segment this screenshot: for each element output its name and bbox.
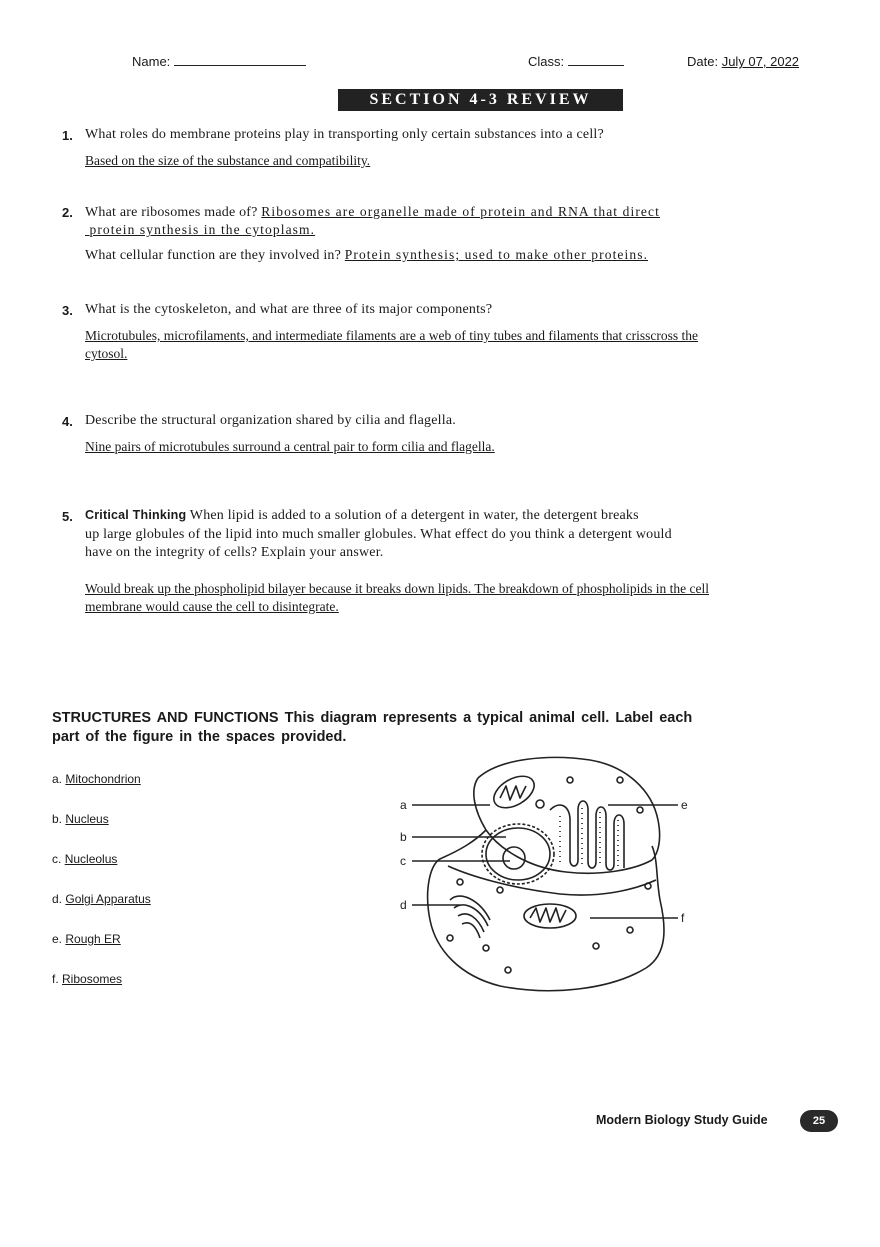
diagram-letter-f: f <box>681 911 685 925</box>
diagram-letter-d: d <box>400 898 407 912</box>
label-f <box>52 972 122 986</box>
label-b-letter: b. <box>52 812 63 826</box>
question-4-number: 4. <box>62 414 73 429</box>
label-a-answer[interactable]: Mitochondrion <box>65 772 141 786</box>
question-5-line1 <box>85 508 639 524</box>
date-label: Date: <box>687 54 719 69</box>
name-field <box>132 54 306 69</box>
page-number: 25 <box>800 1110 838 1132</box>
label-c-letter: c. <box>52 852 62 866</box>
question-4-answer: Nine pairs of microtubules surround a central pair to form cilia and flagella. <box>85 439 495 454</box>
cutaway-edge <box>486 830 652 873</box>
question-1-answer: Based on the size of the substance and compatibility. <box>85 153 371 168</box>
label-b-answer[interactable]: Nucleus <box>65 812 109 826</box>
label-d <box>52 892 151 906</box>
question-2-answer2: Protein synthesis; used to make other proteins. <box>344 247 649 262</box>
question-5-answer-line2: membrane would cause the cell to disintegrate. <box>85 599 339 614</box>
label-d-letter: d. <box>52 892 63 906</box>
label-b <box>52 812 109 826</box>
label-e <box>52 932 121 946</box>
question-3-answer-line1: Microtubules, microfilaments, and intermediate filaments are a web of tiny tubes and filaments that crisscross the <box>85 328 698 343</box>
rough-er-folds <box>550 801 624 870</box>
question-5-text-line3: have on the integrity of cells? Explain your answer. <box>85 545 384 560</box>
question-2-answer-line2 <box>85 222 315 238</box>
question-2-text2: What cellular function are they involved in? <box>85 248 342 263</box>
section-title: SECTION 4-3 REVIEW <box>338 89 623 111</box>
question-1-text: What roles do membrane proteins play in transporting only certain substances into a cell? <box>85 127 604 142</box>
question-5-text-line2: up large globules of the lipid into much smaller globules. What effect do you think a detergent would <box>85 527 672 542</box>
structures-title-line2: part of the figure in the spaces provided. <box>52 729 347 745</box>
label-d-answer[interactable]: Golgi Apparatus <box>65 892 151 906</box>
label-a-letter: a. <box>52 772 63 786</box>
question-5-text-line1: When lipid is added to a solution of a detergent in water, the detergent breaks <box>189 508 639 523</box>
label-c <box>52 852 117 866</box>
label-e-answer[interactable]: Rough ER <box>65 932 121 946</box>
nucleus-shape <box>486 828 550 880</box>
structures-title-line1: STRUCTURES AND FUNCTIONS This diagram represents a typical animal cell. Label each <box>52 710 693 726</box>
question-4-text: Describe the structural organization shared by cilia and flagella. <box>85 413 456 428</box>
question-2-text: What are ribosomes made of? <box>85 205 258 220</box>
class-blank[interactable] <box>568 65 624 66</box>
question-1-number: 1. <box>62 128 73 143</box>
footer-title: Modern Biology Study Guide <box>596 1113 768 1127</box>
class-label: Class: <box>528 54 565 69</box>
name-label: Name: <box>132 54 171 69</box>
label-c-answer[interactable]: Nucleolus <box>64 852 118 866</box>
cell-top-surface <box>478 757 660 860</box>
date-field <box>687 54 799 69</box>
question-2-answer-line1: Ribosomes are organelle made of protein and RNA that direct <box>261 204 660 219</box>
question-3-answer-line2: cytosol. <box>85 346 128 361</box>
question-2-line1 <box>85 204 660 221</box>
class-field <box>528 54 624 69</box>
diagram-letter-e: e <box>681 798 688 812</box>
name-blank[interactable] <box>174 65 306 66</box>
critical-thinking-label: Critical Thinking <box>85 508 187 522</box>
diagram-letter-a: a <box>400 798 407 812</box>
question-2-number: 2. <box>62 205 73 220</box>
question-2-line3 <box>85 247 648 264</box>
animal-cell-diagram <box>390 750 710 1000</box>
question-5-number: 5. <box>62 509 73 524</box>
diagram-letter-b: b <box>400 830 407 844</box>
label-f-answer[interactable]: Ribosomes <box>62 972 123 986</box>
label-e-letter: e. <box>52 932 63 946</box>
question-2-answer-line2-text: protein synthesis in the cytoplasm. <box>89 222 316 237</box>
question-3-text: What is the cytoskeleton, and what are three of its major components? <box>85 302 493 317</box>
diagram-letter-c: c <box>400 854 406 868</box>
date-value: July 07, 2022 <box>721 54 800 69</box>
golgi-shape <box>450 896 490 938</box>
nucleolus-shape <box>503 847 525 869</box>
question-3-number: 3. <box>62 303 73 318</box>
question-5-answer-line1: Would break up the phospholipid bilayer because it breaks down lipids. The breakdown of phospholipids in the cell <box>85 581 710 596</box>
label-f-letter: f. <box>52 972 59 986</box>
label-a <box>52 772 141 786</box>
